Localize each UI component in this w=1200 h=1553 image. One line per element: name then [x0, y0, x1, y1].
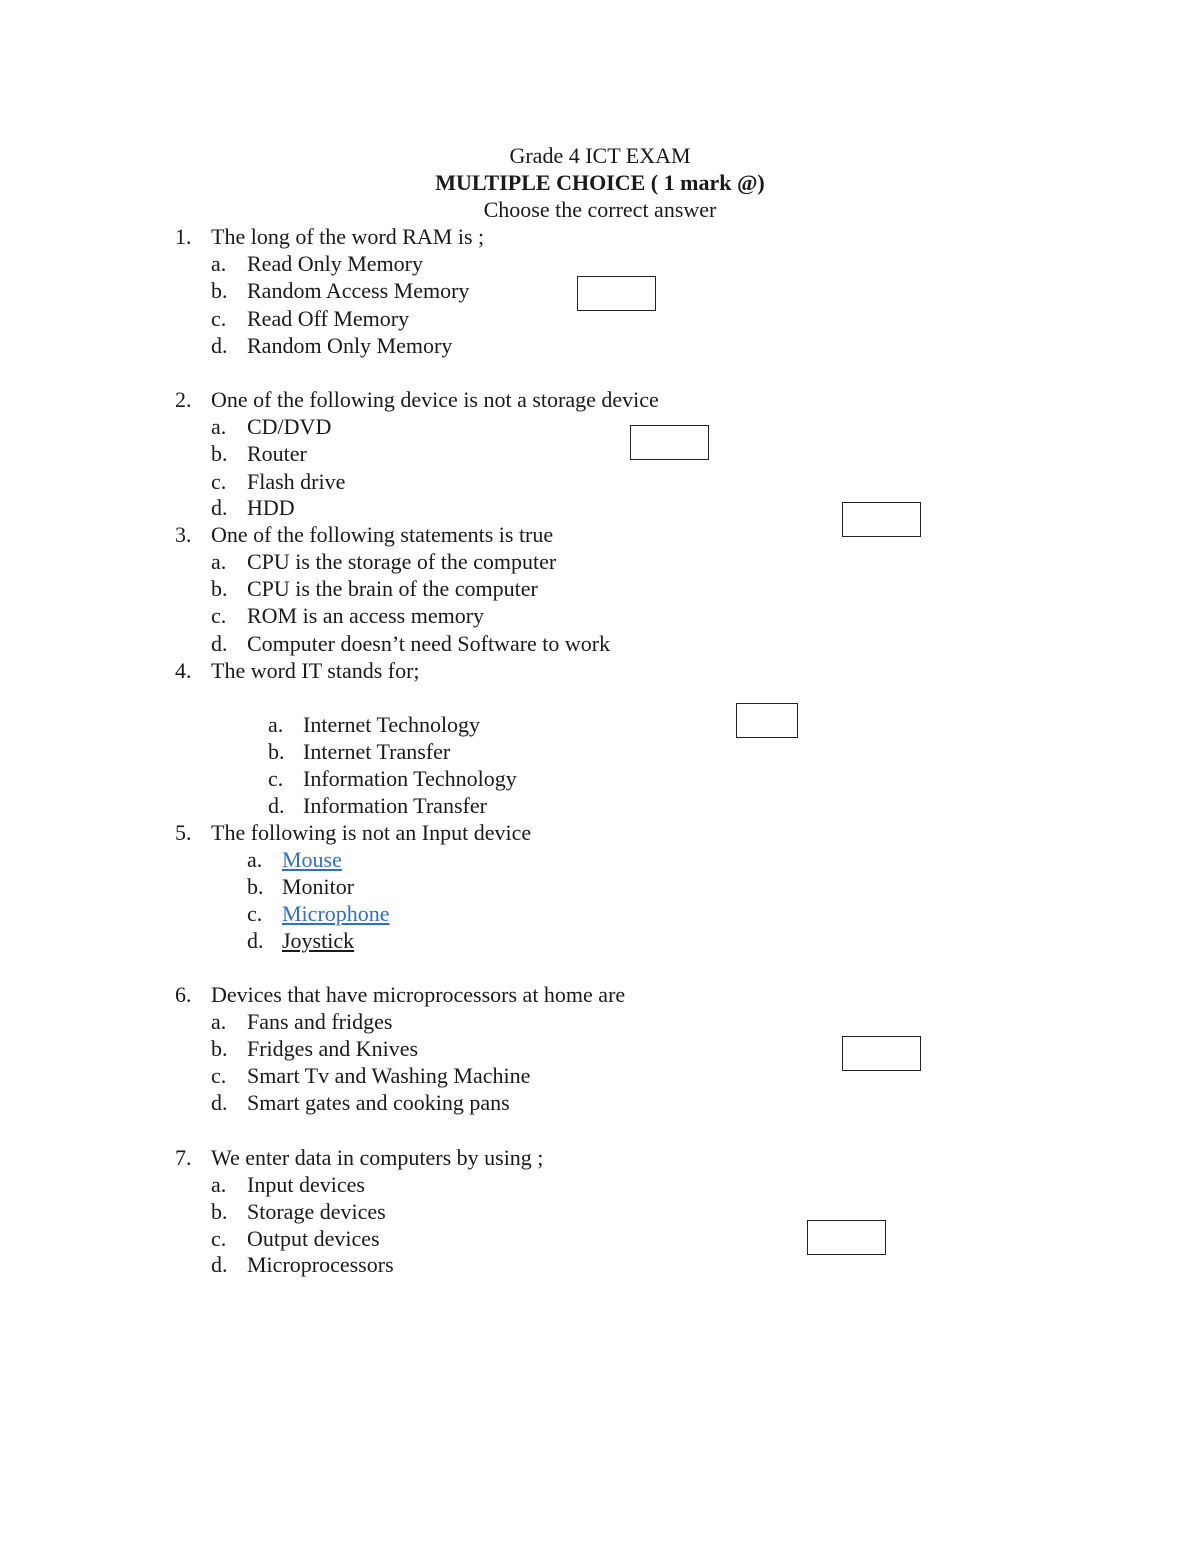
option-letter: a. — [211, 251, 227, 276]
option-text: Computer doesn’t need Software to work — [247, 631, 611, 656]
option-letter: b. — [211, 441, 228, 466]
question-text: The long of the word RAM is ; — [211, 224, 485, 249]
question-number: 6. — [175, 982, 192, 1007]
option-text: Fridges and Knives — [247, 1036, 419, 1061]
option-text: Input devices — [247, 1172, 365, 1197]
option-text: Random Only Memory — [247, 333, 453, 358]
option-letter: d. — [211, 333, 228, 358]
answer-box-4[interactable] — [736, 703, 798, 738]
question-text: One of the following device is not a storage device — [211, 387, 659, 412]
option-letter: a. — [247, 847, 263, 872]
option-letter: d. — [211, 631, 228, 656]
option-letter: b. — [211, 278, 228, 303]
option-letter: d. — [211, 1252, 228, 1277]
option-text: Microprocessors — [247, 1252, 394, 1277]
option-letter: d. — [268, 793, 285, 818]
option-text: CPU is the storage of the computer — [247, 549, 557, 574]
option-text: Random Access Memory — [247, 278, 470, 303]
option-text: Flash drive — [247, 469, 346, 494]
option-letter: a. — [211, 1009, 227, 1034]
question-text: Devices that have microprocessors at home are — [211, 982, 626, 1007]
option-link-mouse[interactable]: Mouse — [282, 847, 342, 872]
answer-box-6[interactable] — [842, 1036, 921, 1071]
question-text: We enter data in computers by using ; — [211, 1145, 544, 1170]
option-letter: b. — [211, 1199, 228, 1224]
option-link-joystick[interactable]: Joystick — [282, 928, 355, 953]
option-text: Fans and fridges — [247, 1009, 393, 1034]
option-letter: b. — [211, 576, 228, 601]
option-text: Monitor — [282, 874, 355, 899]
option-text: Router — [247, 441, 307, 466]
option-text: ROM is an access memory — [247, 603, 485, 628]
option-text: Read Only Memory — [247, 251, 423, 276]
option-letter: c. — [211, 1063, 227, 1088]
question-number: 2. — [175, 387, 192, 412]
option-text: Smart gates and cooking pans — [247, 1090, 510, 1115]
question-number: 4. — [175, 658, 192, 683]
option-letter: d. — [211, 495, 228, 520]
option-letter: b. — [247, 874, 264, 899]
option-link-microphone[interactable]: Microphone — [282, 901, 390, 926]
option-letter: c. — [211, 1226, 227, 1251]
exam-title: Grade 4 ICT EXAM — [509, 143, 691, 168]
question-number: 3. — [175, 522, 192, 547]
question-text: One of the following statements is true — [211, 522, 554, 547]
option-text: Read Off Memory — [247, 306, 410, 331]
option-letter: c. — [211, 603, 227, 628]
option-text: Information Technology — [303, 766, 517, 791]
option-letter: c. — [268, 766, 284, 791]
option-letter: c. — [211, 469, 227, 494]
question-number: 5. — [175, 820, 192, 845]
answer-box-1[interactable] — [577, 276, 656, 311]
option-text: HDD — [247, 495, 295, 520]
option-text: CD/DVD — [247, 414, 332, 439]
answer-box-7[interactable] — [807, 1220, 886, 1255]
option-letter: a. — [211, 549, 227, 574]
option-letter: a. — [211, 414, 227, 439]
question-number: 7. — [175, 1145, 192, 1170]
answer-box-2[interactable] — [630, 425, 709, 460]
option-text: Storage devices — [247, 1199, 386, 1224]
option-text: Internet Transfer — [303, 739, 451, 764]
question-text: The word IT stands for; — [211, 658, 420, 683]
option-letter: c. — [211, 306, 227, 331]
option-letter: b. — [211, 1036, 228, 1061]
option-letter: d. — [247, 928, 264, 953]
option-letter: a. — [211, 1172, 227, 1197]
option-letter: a. — [268, 712, 284, 737]
answer-box-3[interactable] — [842, 502, 921, 537]
option-letter: c. — [247, 901, 263, 926]
question-text: The following is not an Input device — [211, 820, 532, 845]
instruction-text: Choose the correct answer — [483, 197, 717, 222]
option-letter: d. — [211, 1090, 228, 1115]
option-letter: b. — [268, 739, 285, 764]
section-heading: MULTIPLE CHOICE ( 1 mark @) — [435, 170, 765, 195]
option-text: CPU is the brain of the computer — [247, 576, 538, 601]
option-text: Information Transfer — [303, 793, 487, 818]
option-text: Output devices — [247, 1226, 380, 1251]
option-text: Internet Technology — [303, 712, 481, 737]
option-text: Smart Tv and Washing Machine — [247, 1063, 531, 1088]
question-number: 1. — [175, 224, 192, 249]
